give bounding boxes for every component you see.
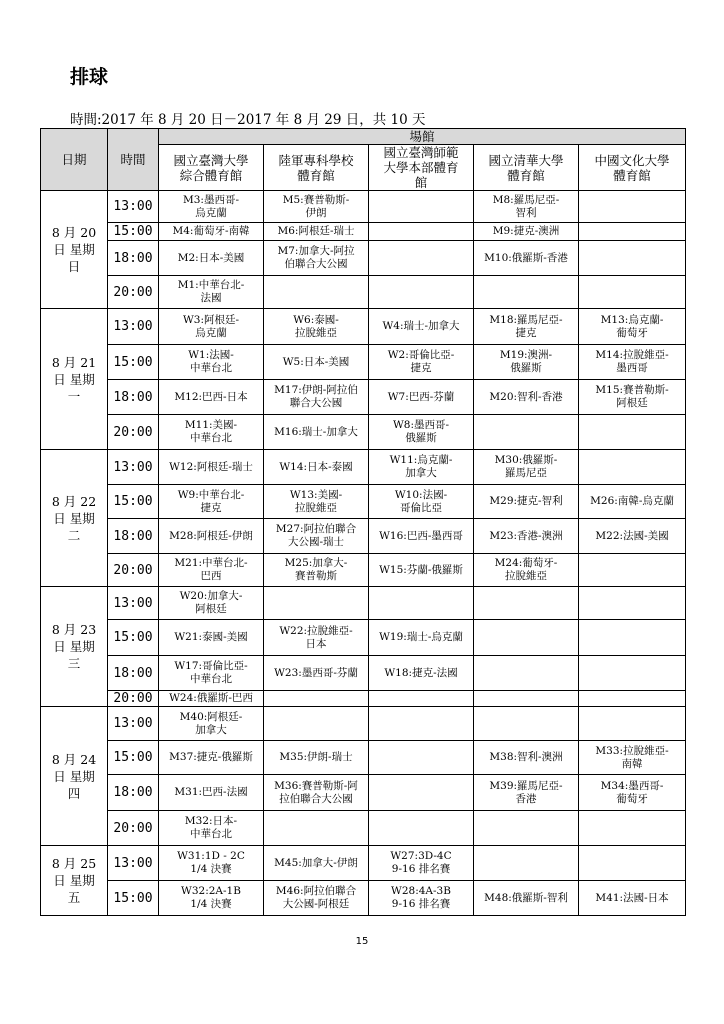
match-cell bbox=[579, 554, 686, 587]
match-cell: W17:哥倫比亞- 中華台北 bbox=[159, 656, 264, 691]
header-date: 日期 bbox=[41, 129, 108, 191]
header-time: 時間 bbox=[108, 129, 159, 191]
match-cell: M10:俄羅斯-香港 bbox=[474, 241, 579, 276]
match-cell bbox=[474, 276, 579, 309]
match-cell: M18:羅馬尼亞- 捷克 bbox=[474, 309, 579, 345]
match-cell: W10:法國- 哥倫比亞 bbox=[369, 485, 474, 519]
match-cell bbox=[369, 241, 474, 276]
schedule-row bbox=[41, 309, 686, 345]
time-cell: 13:00 bbox=[108, 450, 159, 485]
match-cell: M20:智利-香港 bbox=[474, 380, 579, 415]
match-cell: W9:中華台北- 捷克 bbox=[159, 485, 264, 519]
match-cell bbox=[579, 656, 686, 691]
match-cell bbox=[474, 656, 579, 691]
schedule-row bbox=[41, 450, 686, 485]
match-cell: W6:泰國- 拉脫維亞 bbox=[264, 309, 369, 345]
match-cell: M6:阿根廷-瑞士 bbox=[264, 223, 369, 241]
date-range-line: 時間:2017 年 8 月 20 日－2017 年 8 月 29 日，共 10 天 bbox=[70, 112, 426, 128]
match-cell bbox=[369, 223, 474, 241]
match-cell: M30:俄羅斯- 羅馬尼亞 bbox=[474, 450, 579, 485]
match-cell: M1:中華台北- 法國 bbox=[159, 276, 264, 309]
schedule-body bbox=[41, 191, 686, 916]
header-venue-group: 場館 bbox=[159, 129, 686, 145]
schedule-row bbox=[41, 707, 686, 741]
match-cell: W11:烏克蘭- 加拿大 bbox=[369, 450, 474, 485]
match-cell bbox=[579, 191, 686, 223]
match-cell bbox=[579, 276, 686, 309]
header-venue-pccu: 中國文化大學 體育館 bbox=[579, 145, 686, 191]
time-cell: 15:00 bbox=[108, 620, 159, 656]
day-cell: 8 月 22 日 星期 二 bbox=[41, 450, 108, 587]
match-cell: W7:巴西-芬蘭 bbox=[369, 380, 474, 415]
match-cell bbox=[474, 811, 579, 846]
schedule-row bbox=[41, 276, 686, 309]
match-cell bbox=[264, 811, 369, 846]
match-cell bbox=[579, 450, 686, 485]
match-cell bbox=[579, 691, 686, 707]
match-cell: W13:美國- 拉脫維亞 bbox=[264, 485, 369, 519]
match-cell bbox=[579, 223, 686, 241]
time-cell: 15:00 bbox=[108, 223, 159, 241]
match-cell: M45:加拿大-伊朗 bbox=[264, 846, 369, 881]
time-cell: 15:00 bbox=[108, 345, 159, 380]
time-cell: 13:00 bbox=[108, 587, 159, 620]
match-cell: M4:葡萄牙-南韓 bbox=[159, 223, 264, 241]
match-cell: M23:香港-澳洲 bbox=[474, 519, 579, 554]
schedule-row bbox=[41, 811, 686, 846]
page-title: 排球 bbox=[70, 66, 109, 88]
match-cell: W24:俄羅斯-巴西 bbox=[159, 691, 264, 707]
time-cell: 13:00 bbox=[108, 707, 159, 741]
match-cell: M7:加拿大-阿拉 伯聯合大公國 bbox=[264, 241, 369, 276]
schedule-row bbox=[41, 554, 686, 587]
schedule-row bbox=[41, 519, 686, 554]
time-cell: 20:00 bbox=[108, 811, 159, 846]
match-cell: W28:4A-3B 9-16 排名賽 bbox=[369, 881, 474, 916]
match-cell: W3:阿根廷- 烏克蘭 bbox=[159, 309, 264, 345]
time-cell: 15:00 bbox=[108, 741, 159, 775]
match-cell: M17:伊朗-阿拉伯 聯合大公國 bbox=[264, 380, 369, 415]
match-cell: M13:烏克蘭- 葡萄牙 bbox=[579, 309, 686, 345]
time-cell: 18:00 bbox=[108, 380, 159, 415]
match-cell: W22:拉脫維亞- 日本 bbox=[264, 620, 369, 656]
match-cell: M35:伊朗-瑞士 bbox=[264, 741, 369, 775]
match-cell: M25:加拿大- 賽普勒斯 bbox=[264, 554, 369, 587]
match-cell: M2:日本-美國 bbox=[159, 241, 264, 276]
match-cell bbox=[474, 587, 579, 620]
match-cell: W21:泰國-美國 bbox=[159, 620, 264, 656]
header-venue-army-academy: 陸軍專科學校 體育館 bbox=[264, 145, 369, 191]
match-cell bbox=[474, 620, 579, 656]
match-cell: W18:捷克-法國 bbox=[369, 656, 474, 691]
match-cell: M12:巴西-日本 bbox=[159, 380, 264, 415]
match-cell: M33:拉脫維亞- 南韓 bbox=[579, 741, 686, 775]
match-cell: M29:捷克-智利 bbox=[474, 485, 579, 519]
match-cell: M38:智利-澳洲 bbox=[474, 741, 579, 775]
match-cell: M39:羅馬尼亞- 香港 bbox=[474, 775, 579, 811]
header-venue-ntnu: 國立臺灣師範 大學本部體育 館 bbox=[369, 145, 474, 191]
match-cell bbox=[369, 811, 474, 846]
time-cell: 20:00 bbox=[108, 691, 159, 707]
match-cell bbox=[264, 707, 369, 741]
schedule-row bbox=[41, 191, 686, 223]
match-cell: M15:賽普勒斯- 阿根廷 bbox=[579, 380, 686, 415]
schedule-row bbox=[41, 345, 686, 380]
header-venue-nthu: 國立清華大學 體育館 bbox=[474, 145, 579, 191]
match-cell: W31:1D - 2C 1/4 決賽 bbox=[159, 846, 264, 881]
match-cell: M5:賽普勒斯- 伊朗 bbox=[264, 191, 369, 223]
match-cell bbox=[369, 587, 474, 620]
match-cell: W19:瑞士-烏克蘭 bbox=[369, 620, 474, 656]
match-cell: M36:賽普勒斯-阿 拉伯聯合大公國 bbox=[264, 775, 369, 811]
match-cell: W14:日本-泰國 bbox=[264, 450, 369, 485]
schedule-row bbox=[41, 485, 686, 519]
time-cell: 13:00 bbox=[108, 846, 159, 881]
schedule-row bbox=[41, 223, 686, 241]
time-cell: 20:00 bbox=[108, 415, 159, 450]
match-cell: M24:葡萄牙- 拉脫維亞 bbox=[474, 554, 579, 587]
match-cell: W32:2A-1B 1/4 決賽 bbox=[159, 881, 264, 916]
day-cell: 8 月 24 日 星期 四 bbox=[41, 707, 108, 846]
match-cell bbox=[369, 741, 474, 775]
schedule-row bbox=[41, 415, 686, 450]
match-cell: M9:捷克-澳洲 bbox=[474, 223, 579, 241]
match-cell: W12:阿根廷-瑞士 bbox=[159, 450, 264, 485]
match-cell bbox=[579, 811, 686, 846]
match-cell: M22:法國-美國 bbox=[579, 519, 686, 554]
schedule-row bbox=[41, 241, 686, 276]
match-cell bbox=[579, 620, 686, 656]
time-cell: 18:00 bbox=[108, 241, 159, 276]
match-cell bbox=[264, 691, 369, 707]
match-cell: M41:法國-日本 bbox=[579, 881, 686, 916]
match-cell bbox=[264, 587, 369, 620]
match-cell: M27:阿拉伯聯合 大公國-瑞士 bbox=[264, 519, 369, 554]
match-cell: M3:墨西哥- 烏克蘭 bbox=[159, 191, 264, 223]
match-cell bbox=[579, 707, 686, 741]
schedule-row bbox=[41, 620, 686, 656]
match-cell bbox=[369, 691, 474, 707]
match-cell: W1:法國- 中華台北 bbox=[159, 345, 264, 380]
schedule-row bbox=[41, 587, 686, 620]
day-cell: 8 月 20 日 星期 日 bbox=[41, 191, 108, 309]
volleyball-schedule-table bbox=[40, 128, 686, 916]
day-cell: 8 月 25 日 星期 五 bbox=[41, 846, 108, 916]
schedule-row bbox=[41, 846, 686, 881]
schedule-row bbox=[41, 380, 686, 415]
schedule-row bbox=[41, 775, 686, 811]
header-venue-ntu: 國立臺灣大學 綜合體育館 bbox=[159, 145, 264, 191]
page-number: 15 bbox=[355, 936, 369, 947]
match-cell bbox=[474, 846, 579, 881]
schedule-row bbox=[41, 691, 686, 707]
day-cell: 8 月 21 日 星期 一 bbox=[41, 309, 108, 450]
match-cell bbox=[474, 707, 579, 741]
schedule-row bbox=[41, 741, 686, 775]
time-cell: 18:00 bbox=[108, 775, 159, 811]
schedule-row bbox=[41, 656, 686, 691]
match-cell bbox=[474, 415, 579, 450]
match-cell: M8:羅馬尼亞- 智利 bbox=[474, 191, 579, 223]
match-cell bbox=[264, 276, 369, 309]
match-cell bbox=[579, 587, 686, 620]
time-cell: 18:00 bbox=[108, 656, 159, 691]
match-cell: M32:日本- 中華台北 bbox=[159, 811, 264, 846]
time-cell: 15:00 bbox=[108, 881, 159, 916]
time-cell: 13:00 bbox=[108, 191, 159, 223]
match-cell: W4:瑞士-加拿大 bbox=[369, 309, 474, 345]
time-cell: 13:00 bbox=[108, 309, 159, 345]
match-cell: W8:墨西哥- 俄羅斯 bbox=[369, 415, 474, 450]
match-cell bbox=[369, 191, 474, 223]
match-cell: W5:日本-美國 bbox=[264, 345, 369, 380]
match-cell: W23:墨西哥-芬蘭 bbox=[264, 656, 369, 691]
time-cell: 20:00 bbox=[108, 276, 159, 309]
match-cell bbox=[369, 775, 474, 811]
match-cell: M37:捷克-俄羅斯 bbox=[159, 741, 264, 775]
match-cell: M26:南韓-烏克蘭 bbox=[579, 485, 686, 519]
match-cell bbox=[369, 276, 474, 309]
match-cell: W16:巴西-墨西哥 bbox=[369, 519, 474, 554]
match-cell bbox=[579, 415, 686, 450]
match-cell: M21:中華台北- 巴西 bbox=[159, 554, 264, 587]
schedule-row bbox=[41, 881, 686, 916]
day-cell: 8 月 23 日 星期 三 bbox=[41, 587, 108, 707]
match-cell bbox=[369, 707, 474, 741]
match-cell bbox=[579, 241, 686, 276]
match-cell: W2:哥倫比亞- 捷克 bbox=[369, 345, 474, 380]
match-cell: M48:俄羅斯-智利 bbox=[474, 881, 579, 916]
time-cell: 18:00 bbox=[108, 519, 159, 554]
match-cell: M40:阿根廷- 加拿大 bbox=[159, 707, 264, 741]
time-cell: 20:00 bbox=[108, 554, 159, 587]
match-cell bbox=[474, 691, 579, 707]
match-cell: M31:巴西-法國 bbox=[159, 775, 264, 811]
match-cell: M28:阿根廷-伊朗 bbox=[159, 519, 264, 554]
match-cell bbox=[579, 846, 686, 881]
match-cell: M19:澳洲- 俄羅斯 bbox=[474, 345, 579, 380]
match-cell: W20:加拿大- 阿根廷 bbox=[159, 587, 264, 620]
match-cell: W15:芬蘭-俄羅斯 bbox=[369, 554, 474, 587]
match-cell: M14:拉脫維亞- 墨西哥 bbox=[579, 345, 686, 380]
match-cell: M34:墨西哥- 葡萄牙 bbox=[579, 775, 686, 811]
match-cell: W27:3D-4C 9-16 排名賽 bbox=[369, 846, 474, 881]
time-cell: 15:00 bbox=[108, 485, 159, 519]
match-cell: M46:阿拉伯聯合 大公國-阿根廷 bbox=[264, 881, 369, 916]
match-cell: M16:瑞士-加拿大 bbox=[264, 415, 369, 450]
match-cell: M11:美國- 中華台北 bbox=[159, 415, 264, 450]
